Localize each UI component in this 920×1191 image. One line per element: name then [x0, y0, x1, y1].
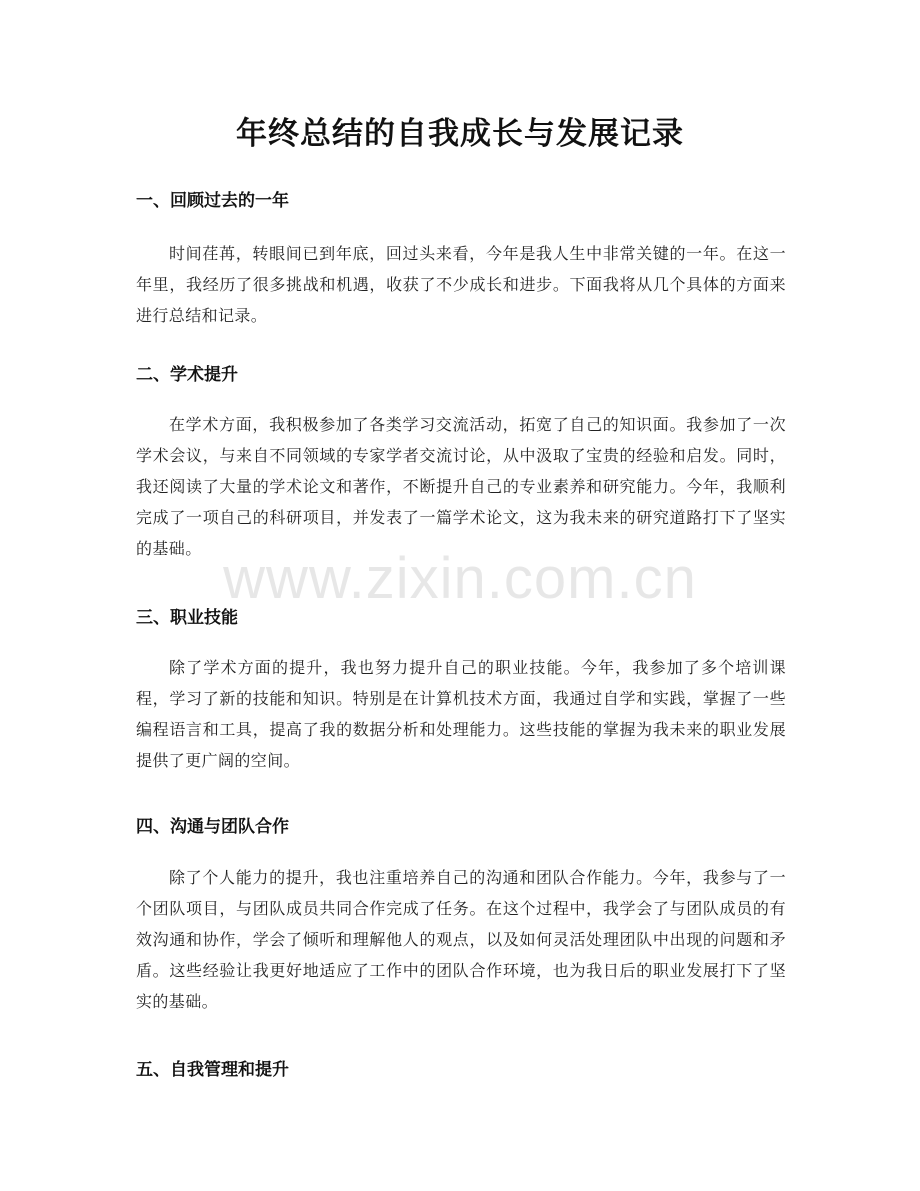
section-self-management — [136, 1058, 786, 1082]
page-title: 年终总结的自我成长与发展记录 — [236, 116, 684, 152]
section-teamwork — [136, 815, 786, 839]
section-heading: 五、自我管理和提升 — [136, 1060, 289, 1080]
section-paragraph: 除了个人能力的提升，我也注重培养自己的沟通和团队合作能力。今年，我参与了一个团队项目，与团队成员共同合作完成了任务。在这个过程中，我学会了与团队成员的有效沟通和协作，学会了倾听和理解他人的观点，以及如何灵活处理团队中出现的问题和矛盾。这些经验让我更好地适应了工作中的团队合作环境，也为我日后的职业发展打下了坚实的基础。 — [136, 868, 786, 1011]
watermark: www.zixin.com.cn — [223, 546, 697, 611]
section-heading: 四、沟通与团队合作 — [136, 817, 289, 837]
section-skills — [136, 606, 786, 630]
section-paragraph: 在学术方面，我积极参加了各类学习交流活动，拓宽了自己的知识面。我参加了一次学术会议，与来自不同领域的专家学者交流讨论，从中汲取了宝贵的经验和启发。同时，我还阅读了大量的学术论文和著作，不断提升自己的专业素养和研究能力。今年，我顺利完成了一项自己的科研项目，并发表了一篇学术论文，这为我未来的研究道路打下了坚实的基础。 — [136, 415, 786, 558]
section-paragraph: 除了学术方面的提升，我也努力提升自己的职业技能。今年，我参加了多个培训课程，学习了新的技能和知识。特别是在计算机技术方面，我通过自学和实践，掌握了一些编程语言和工具，提高了我的数据分析和处理能力。这些技能的掌握为我未来的职业发展提供了更广阔的空间。 — [136, 658, 786, 770]
section-paragraph: 时间荏苒，转眼间已到年底，回过头来看，今年是我人生中非常关键的一年。在这一年里，我经历了很多挑战和机遇，收获了不少成长和进步。下面我将从几个具体的方面来进行总结和记录。 — [136, 244, 786, 325]
section-review-body — [136, 238, 786, 331]
section-teamwork-body — [136, 862, 786, 1017]
section-academic — [136, 363, 786, 387]
section-academic-body — [136, 409, 786, 564]
section-heading: 三、职业技能 — [136, 608, 238, 628]
section-review — [136, 189, 786, 213]
section-heading: 一、回顾过去的一年 — [136, 191, 289, 211]
section-skills-body — [136, 652, 786, 776]
section-heading: 二、学术提升 — [136, 365, 238, 385]
